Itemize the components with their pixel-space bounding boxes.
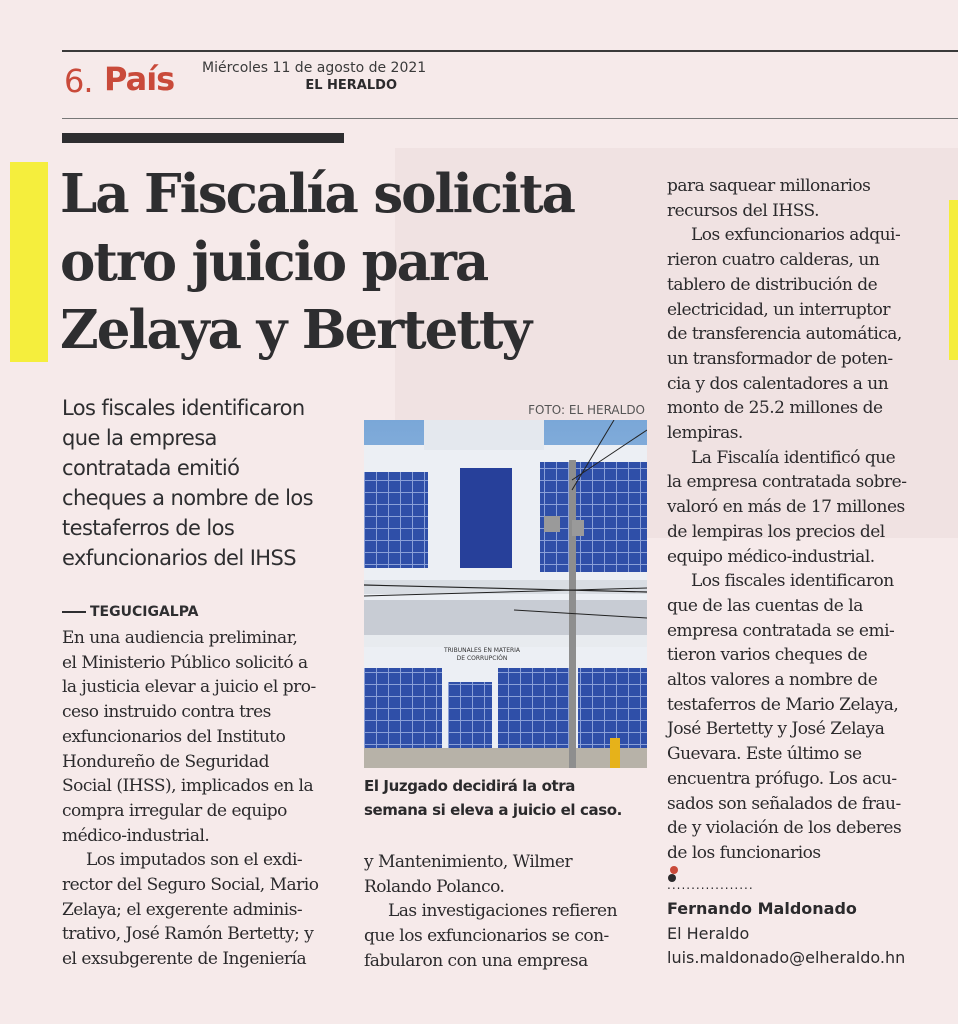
deck-line: contratada emitió xyxy=(62,456,240,480)
body-line: la justicia elevar a juicio el pro- xyxy=(62,677,316,698)
body-line: trativo, José Ramón Bertetty; y xyxy=(62,924,314,945)
kicker-bar xyxy=(62,133,344,143)
body-line: Zelaya; el exgerente adminis- xyxy=(62,899,303,920)
body-line: recursos del IHSS. xyxy=(667,200,819,221)
body-line: Guevara. Este último se xyxy=(667,744,862,765)
byline-email: luis.maldonado@elheraldo.hn xyxy=(667,948,906,967)
issue-date: Miércoles 11 de agosto de 2021 xyxy=(202,60,427,76)
body-line: tablero de distribución de xyxy=(667,274,878,295)
body-line: de los funcionarios xyxy=(667,842,821,863)
body-line: compra irregular de equipo xyxy=(62,800,287,821)
body-line: Hondureño de Seguridad xyxy=(62,751,269,772)
dateline-text: TEGUCIGALPA xyxy=(90,604,199,620)
headline xyxy=(60,160,660,364)
body-column-1 xyxy=(62,626,346,972)
highlighter-mark-left xyxy=(10,162,48,362)
photo-caption xyxy=(364,774,649,822)
court-building-photo xyxy=(364,420,647,768)
photo-sign-line: DE CORRUPCIÓN xyxy=(456,655,508,662)
body-line: el exsubgerente de Ingeniería xyxy=(62,949,307,970)
body-line: valoró en más de 17 millones xyxy=(667,497,905,518)
body-line: para saquear millonarios xyxy=(667,176,871,196)
body-line: empresa contratada se emi- xyxy=(667,620,895,641)
section-name: País xyxy=(104,60,175,98)
body-line: Rolando Polanco. xyxy=(364,876,505,897)
body-line: y Mantenimiento, Wilmer xyxy=(364,852,573,872)
body-line: sados son señalados de frau- xyxy=(667,793,901,814)
body-line: el Ministerio Público solicitó a xyxy=(62,652,308,673)
header-rule-top xyxy=(62,50,958,52)
deck-line: cheques a nombre de los xyxy=(62,486,313,510)
end-mark-icon xyxy=(670,866,678,874)
body-line: Los exfuncionarios adqui- xyxy=(691,225,901,246)
deck-line: testaferros de los xyxy=(62,516,235,540)
body-line: Los fiscales identificaron xyxy=(691,571,894,592)
headline-line: otro juicio para xyxy=(60,231,488,293)
body-line: tieron varios cheques de xyxy=(667,645,868,666)
caption-line: El Juzgado decidirá la otra xyxy=(364,777,575,795)
body-line: de y violación de los deberes xyxy=(667,818,902,839)
caption-line: semana si eleva a juicio el caso. xyxy=(364,801,622,819)
body-line: exfuncionarios del Instituto xyxy=(62,726,286,747)
headline-line: La Fiscalía solicita xyxy=(60,163,575,225)
deck-summary xyxy=(62,393,362,573)
photo-credit: FOTO: EL HERALDO xyxy=(528,403,645,417)
body-line: Social (IHSS), implicados en la xyxy=(62,776,314,797)
body-line: encuentra prófugo. Los acu- xyxy=(667,768,897,789)
body-line: lempiras. xyxy=(667,423,743,444)
body-line: médico-industrial. xyxy=(62,825,210,846)
paper-name: EL HERALDO xyxy=(305,78,397,93)
dateline-dash xyxy=(62,611,86,613)
body-line: rector del Seguro Social, Mario xyxy=(62,875,319,896)
body-line: La Fiscalía identificó que xyxy=(691,447,896,468)
deck-line: Los fiscales identificaron xyxy=(62,396,305,420)
body-line: Las investigaciones refieren xyxy=(388,901,618,922)
body-line: un transformador de poten- xyxy=(667,348,893,369)
body-line: equipo médico-industrial. xyxy=(667,546,875,567)
byline-separator: .................. xyxy=(667,878,754,892)
body-line: testaferros de Mario Zelaya, xyxy=(667,694,899,715)
body-line: En una audiencia preliminar, xyxy=(62,628,298,648)
body-line: cia y dos calentadores a un xyxy=(667,373,889,394)
deck-line: exfuncionarios del IHSS xyxy=(62,546,296,570)
page-number: 6. xyxy=(64,62,93,100)
headline-line: Zelaya y Bertetty xyxy=(60,299,531,361)
header-rule-bottom xyxy=(62,118,958,119)
body-line: altos valores a nombre de xyxy=(667,670,878,691)
byline-author: Fernando Maldonado xyxy=(667,899,857,918)
body-line: Los imputados son el exdi- xyxy=(86,850,303,871)
body-column-3 xyxy=(667,174,932,882)
body-line: rieron cuatro calderas, un xyxy=(667,250,880,271)
dateline-location xyxy=(62,604,199,620)
body-line: monto de 25.2 millones de xyxy=(667,398,883,419)
body-line: fabularon con una empresa xyxy=(364,950,588,971)
body-line: que los exfuncionarios se con- xyxy=(364,926,609,947)
byline-outlet: El Heraldo xyxy=(667,924,750,943)
body-line: de lempiras los precios del xyxy=(667,521,885,542)
body-line: José Bertetty y José Zelaya xyxy=(667,719,885,740)
body-line: electricidad, un interruptor xyxy=(667,299,890,320)
body-line: de transferencia automática, xyxy=(667,324,902,345)
body-line: ceso instruido contra tres xyxy=(62,702,271,723)
body-line: que de las cuentas de la xyxy=(667,595,863,616)
body-line-final xyxy=(667,841,932,882)
body-column-2 xyxy=(364,850,649,974)
body-line: la empresa contratada sobre- xyxy=(667,472,907,493)
highlighter-mark-right xyxy=(949,200,958,360)
deck-line: que la empresa xyxy=(62,426,217,450)
photo-sign-line: TRIBUNALES EN MATERIA xyxy=(443,647,521,654)
